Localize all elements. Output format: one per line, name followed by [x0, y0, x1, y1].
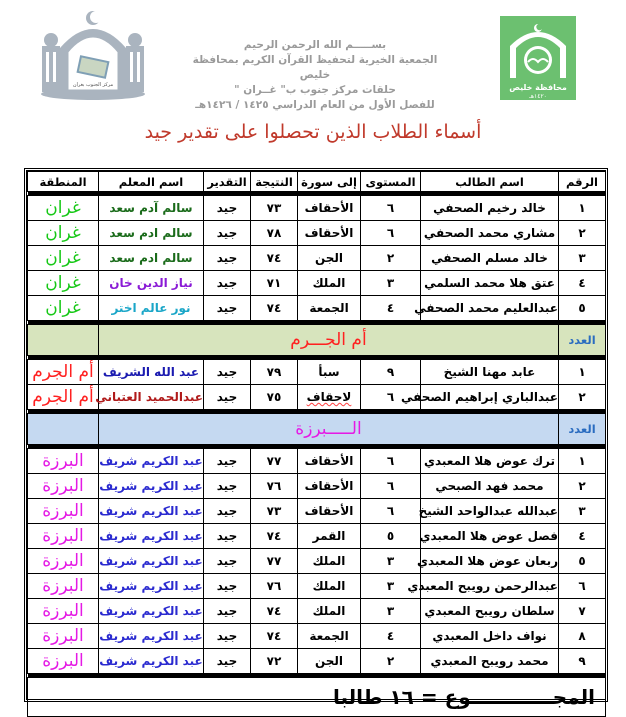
cell-number: ٥: [559, 549, 606, 574]
mosque-logo-icon: [38, 8, 148, 100]
cell-grade: جيد: [204, 549, 251, 574]
table-header-row: [28, 172, 606, 192]
table-row: [28, 385, 606, 410]
cell-teacher: عبد الله الشريف: [99, 360, 204, 385]
col-to-sura: إلى سورة: [298, 172, 361, 192]
group-name: أم الجـــرم: [99, 325, 559, 356]
table-row: [28, 296, 606, 321]
cell-grade: جيد: [204, 524, 251, 549]
svg-text:مركز الجنوب بغران: مركز الجنوب بغران: [72, 82, 114, 88]
cell-level: ٦: [361, 474, 421, 499]
cell-region: غران: [28, 196, 99, 221]
cell-student: عبدالباري إبراهيم الصحفي: [421, 385, 559, 410]
sura-text: الجمعة: [309, 301, 349, 315]
cell-region: البرزة: [28, 624, 99, 649]
group-name: الـــــبرزة: [99, 414, 559, 445]
cell-sura: [298, 574, 361, 599]
cell-sura: [298, 499, 361, 524]
cell-teacher: عبد الكريم شريف: [99, 624, 204, 649]
table-row: [28, 599, 606, 624]
cell-sura: [298, 549, 361, 574]
cell-teacher: عبدالحميد العتباني: [99, 385, 204, 410]
cell-teacher: عبد الكريم شريف: [99, 499, 204, 524]
cell-result: ٧٣: [251, 196, 298, 221]
cell-grade: جيد: [204, 649, 251, 674]
cell-grade: جيد: [204, 296, 251, 321]
cell-grade: جيد: [204, 385, 251, 410]
cell-student: عبدالرحمن رويبح المعبدي: [421, 574, 559, 599]
cell-student: عتق هلا محمد السلمي: [421, 271, 559, 296]
cell-sura: [298, 599, 361, 624]
cell-teacher: عبد الكريم شريف: [99, 449, 204, 474]
cell-level: ٢: [361, 649, 421, 674]
cell-grade: جيد: [204, 599, 251, 624]
cell-level: ٦: [361, 196, 421, 221]
cell-region: البرزة: [28, 449, 99, 474]
cell-teacher: عبد الكريم شريف: [99, 599, 204, 624]
cell-number: ١: [559, 449, 606, 474]
cell-sura: [298, 196, 361, 221]
students-table: [24, 168, 608, 709]
cell-level: ٣: [361, 574, 421, 599]
cell-teacher: عبد الكريم شريف: [99, 474, 204, 499]
cell-sura: [298, 524, 361, 549]
cell-teacher: سالم ادم سعد: [99, 246, 204, 271]
sura-text: الأحقاف: [304, 201, 354, 215]
group-count-label: العدد: [559, 325, 606, 356]
cell-result: ٧٤: [251, 246, 298, 271]
cell-teacher: عبد الكريم شريف: [99, 549, 204, 574]
page-title: أسماء الطلاب الذين تحصلوا على تقدير جيد: [144, 121, 482, 143]
cell-teacher: عبد الكريم شريف: [99, 649, 204, 674]
cell-sura: [298, 221, 361, 246]
cell-number: ٥: [559, 296, 606, 321]
cell-sura: [298, 271, 361, 296]
sura-text: الملك: [312, 604, 346, 618]
cell-number: ٢: [559, 385, 606, 410]
col-teacher: اسم المعلم: [99, 172, 204, 192]
sura-text: الأحقاف: [304, 454, 354, 468]
cell-level: ٣: [361, 271, 421, 296]
cell-grade: جيد: [204, 449, 251, 474]
center-name: حلقات مركز جنوب ب" غــران ": [234, 84, 396, 96]
cell-student: خالد رخيم الصحفي: [421, 196, 559, 221]
sura-text: الجن: [314, 654, 344, 668]
cell-region: أم الجرم: [28, 385, 99, 410]
cell-level: ٥: [361, 524, 421, 549]
cell-number: ١: [559, 360, 606, 385]
cell-grade: جيد: [204, 271, 251, 296]
table-row: [28, 624, 606, 649]
svg-text:محافظة خليص: محافظة خليص: [509, 83, 567, 92]
cell-student: نواف داخل المعبدي: [421, 624, 559, 649]
cell-number: ٢: [559, 221, 606, 246]
table-row: [28, 499, 606, 524]
table-row: [28, 649, 606, 674]
cell-result: ٧٣: [251, 499, 298, 524]
cell-result: ٧٢: [251, 649, 298, 674]
cell-sura: [298, 449, 361, 474]
cell-student: سلطان رويبح المعبدي: [421, 599, 559, 624]
cell-result: ٧٦: [251, 574, 298, 599]
cell-region: البرزة: [28, 649, 99, 674]
cell-level: ٤: [361, 624, 421, 649]
cell-teacher: سالم آدم سعد: [99, 196, 204, 221]
cell-teacher: سالم ادم سعد: [99, 221, 204, 246]
sura-text: القمر: [312, 529, 346, 543]
table-row: [28, 449, 606, 474]
cell-student: ربعان عوض هلا المعبدي: [421, 549, 559, 574]
col-level: المستوى: [361, 172, 421, 192]
cell-student: مشاري محمد الصحفي: [421, 221, 559, 246]
cell-student: خالد مسلم الصحفي: [421, 246, 559, 271]
sura-text: سبأ: [318, 365, 340, 379]
col-result: النتيجة: [251, 172, 298, 192]
cell-teacher: عبد الكريم شريف: [99, 524, 204, 549]
cell-result: ٧٥: [251, 385, 298, 410]
group-spacer: [28, 414, 99, 445]
cell-level: ٣: [361, 549, 421, 574]
cell-region: غران: [28, 271, 99, 296]
table-row: [28, 574, 606, 599]
cell-result: ٧٤: [251, 296, 298, 321]
col-number: الرقم: [559, 172, 606, 192]
cell-teacher: نياز الدين خان: [99, 271, 204, 296]
total-row: [28, 678, 606, 717]
col-region: المنطقة: [28, 172, 99, 192]
cell-number: ٢: [559, 474, 606, 499]
cell-number: ٤: [559, 271, 606, 296]
cell-region: البرزة: [28, 549, 99, 574]
group-count-label: العدد: [559, 414, 606, 445]
semester-line: للفصل الأول من العام الدراسي ١٤٢٥ / ١٤٢٦هـ: [195, 99, 435, 111]
cell-result: ٧٤: [251, 524, 298, 549]
cell-level: ٦: [361, 221, 421, 246]
cell-region: غران: [28, 246, 99, 271]
cell-number: ٧: [559, 599, 606, 624]
cell-region: غران: [28, 221, 99, 246]
cell-number: ٣: [559, 499, 606, 524]
cell-grade: جيد: [204, 499, 251, 524]
cell-teacher: نور عالم اختر: [99, 296, 204, 321]
cell-grade: جيد: [204, 196, 251, 221]
group-spacer: [28, 325, 99, 356]
cell-student: عبدالعليم محمد الصحفي: [421, 296, 559, 321]
cell-sura: [298, 360, 361, 385]
basmala: بســـــم الله الرحمن الرحيم: [243, 39, 387, 51]
sura-text: الأحقاف: [304, 504, 354, 518]
sura-text: الأحقاف: [304, 226, 354, 240]
cell-result: ٧٦: [251, 474, 298, 499]
cell-level: ٢: [361, 246, 421, 271]
cell-result: ٧٩: [251, 360, 298, 385]
cell-sura: [298, 385, 361, 410]
table-row: [28, 196, 606, 221]
cell-sura: [298, 246, 361, 271]
group-header-row: [28, 325, 606, 356]
cell-level: ٩: [361, 360, 421, 385]
cell-sura: [298, 649, 361, 674]
sura-text: لاحقاف: [306, 390, 352, 404]
sura-text: الأحقاف: [304, 479, 354, 493]
cell-region: البرزة: [28, 499, 99, 524]
cell-student: ترك عوض هلا المعبدي: [421, 449, 559, 474]
table-row: [28, 360, 606, 385]
sura-text: الجن: [314, 251, 344, 265]
total-label: المجــــــــــــوع = ١٦ طالبا: [28, 678, 606, 717]
table-row: [28, 246, 606, 271]
sura-text: الجمعة: [309, 629, 349, 643]
cell-teacher: عبد الكريم شريف: [99, 574, 204, 599]
cell-sura: [298, 624, 361, 649]
cell-number: ٨: [559, 624, 606, 649]
cell-region: البرزة: [28, 599, 99, 624]
cell-result: ٧٤: [251, 599, 298, 624]
cell-result: ٧٧: [251, 449, 298, 474]
table-row: [28, 549, 606, 574]
col-grade: التقدير: [204, 172, 251, 192]
sura-text: الملك: [312, 554, 346, 568]
cell-level: ٦: [361, 385, 421, 410]
cell-number: ٩: [559, 649, 606, 674]
table-row: [28, 221, 606, 246]
cell-grade: جيد: [204, 246, 251, 271]
cell-region: أم الجرم: [28, 360, 99, 385]
cell-sura: [298, 474, 361, 499]
cell-number: ٤: [559, 524, 606, 549]
cell-student: فصل عوض هلا المعبدي: [421, 524, 559, 549]
cell-region: غران: [28, 296, 99, 321]
cell-result: ٧١: [251, 271, 298, 296]
header-text-block: [190, 38, 440, 113]
cell-result: ٧٤: [251, 624, 298, 649]
cell-result: ٧٧: [251, 549, 298, 574]
sura-text: الملك: [312, 276, 346, 290]
table-row: [28, 474, 606, 499]
cell-grade: جيد: [204, 221, 251, 246]
cell-region: البرزة: [28, 524, 99, 549]
cell-level: ٣: [361, 599, 421, 624]
cell-level: ٦: [361, 449, 421, 474]
cell-result: ٧٨: [251, 221, 298, 246]
cell-grade: جيد: [204, 624, 251, 649]
sura-text: الملك: [312, 579, 346, 593]
cell-student: عبدالله عبدالواحد الشيخ: [421, 499, 559, 524]
cell-student: محمد فهد الصبحي: [421, 474, 559, 499]
cell-number: ٦: [559, 574, 606, 599]
table-row: [28, 524, 606, 549]
cell-student: عابد مهنا الشيخ: [421, 360, 559, 385]
cell-number: ١: [559, 196, 606, 221]
khulais-logo-icon: [500, 16, 576, 100]
association-name: الجمعية الخيرية لتحفيظ القرآن الكريم بمحافظة خليص: [192, 54, 438, 81]
cell-sura: [298, 296, 361, 321]
cell-grade: جيد: [204, 474, 251, 499]
cell-grade: جيد: [204, 360, 251, 385]
document-header: [0, 0, 626, 120]
col-student: اسم الطالب: [421, 172, 559, 192]
cell-student: محمد رويبح المعبدي: [421, 649, 559, 674]
cell-region: البرزة: [28, 474, 99, 499]
cell-level: ٦: [361, 499, 421, 524]
group-header-row: [28, 414, 606, 445]
svg-text:١٤٢٠هـ: ١٤٢٠هـ: [529, 93, 547, 100]
cell-region: البرزة: [28, 574, 99, 599]
table-row: [28, 271, 606, 296]
cell-level: ٤: [361, 296, 421, 321]
cell-number: ٣: [559, 246, 606, 271]
cell-grade: جيد: [204, 574, 251, 599]
